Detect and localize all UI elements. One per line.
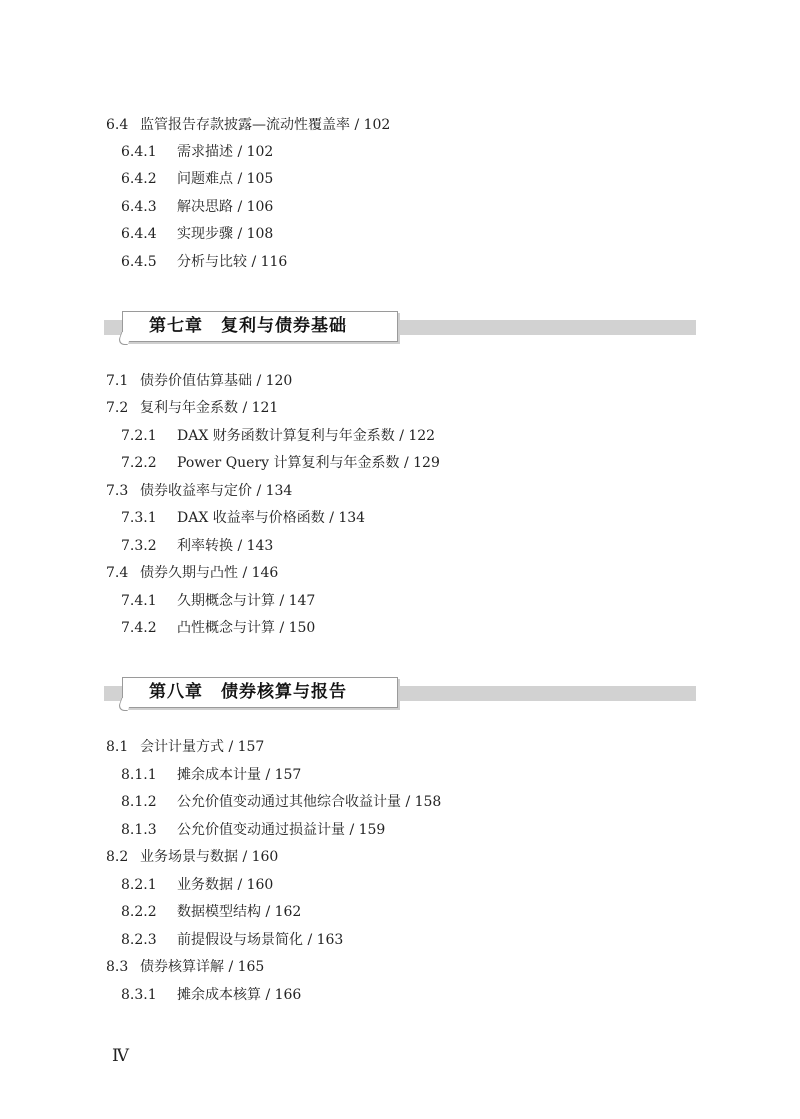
toc-entry-text: 利率转换 / 143	[177, 538, 274, 554]
toc-entry-text: 前提假设与场景简化 / 163	[177, 932, 344, 948]
chapter-8-banner	[104, 677, 696, 709]
chapter-7-banner	[104, 311, 696, 343]
toc-entry-text: 解决思路 / 106	[177, 199, 274, 215]
toc-entry-6-4-2	[121, 170, 273, 188]
toc-entry-6-4-5	[121, 253, 287, 271]
toc-entry-8-2-2	[121, 903, 301, 921]
toc-entry-text: 债券收益率与定价 / 134	[140, 483, 293, 499]
toc-entry-text: 数据模型结构 / 162	[177, 904, 302, 920]
toc-entry-number: 8.2.2	[121, 904, 157, 920]
toc-entry-8-2-1	[121, 876, 273, 894]
toc-entry-number: 8.3.1	[121, 987, 157, 1003]
toc-entry-text: DAX 收益率与价格函数 / 134	[177, 510, 366, 526]
toc-entry-text: 问题难点 / 105	[177, 171, 274, 187]
toc-entry-number: 8.2	[106, 849, 129, 865]
toc-entry-number: 6.4.5	[121, 254, 157, 270]
chapter-8-title: 第八章 债券核算与报告	[149, 682, 347, 702]
toc-entry-text: 需求描述 / 102	[177, 144, 274, 160]
toc-entry-text: 监管报告存款披露—流动性覆盖率 / 102	[140, 117, 391, 133]
toc-entry-text: 债券核算详解 / 165	[140, 959, 265, 975]
toc-entry-8-1-1	[121, 766, 301, 784]
toc-entry-text: 业务数据 / 160	[177, 877, 274, 893]
toc-entry-text: 摊余成本计量 / 157	[177, 767, 302, 783]
toc-entry-8-2-3	[121, 931, 343, 949]
toc-entry-number: 8.2.3	[121, 932, 157, 948]
toc-entry-7-2	[106, 399, 278, 417]
toc-entry-text: DAX 财务函数计算复利与年金系数 / 122	[177, 428, 436, 444]
toc-entry-6-4-3	[121, 198, 273, 216]
page-number: Ⅳ	[112, 1046, 129, 1066]
toc-entry-number: 6.4.2	[121, 171, 157, 187]
toc-entry-text: 公允价值变动通过损益计量 / 159	[177, 822, 386, 838]
toc-entry-text: 公允价值变动通过其他综合收益计量 / 158	[177, 794, 442, 810]
toc-entry-number: 8.1	[106, 739, 129, 755]
toc-entry-7-4-1	[121, 592, 315, 610]
banner-box	[122, 677, 398, 708]
toc-entry-text: 业务场景与数据 / 160	[140, 849, 279, 865]
toc-entry-7-1	[106, 372, 292, 390]
toc-entry-number: 7.3.2	[121, 538, 157, 554]
toc-entry-8-1	[106, 738, 264, 756]
toc-entry-number: 6.4.1	[121, 144, 157, 160]
toc-entry-7-3-1	[121, 509, 365, 527]
toc-entry-6-4-4	[121, 225, 273, 243]
toc-entry-8-3	[106, 958, 264, 976]
toc-entry-number: 7.4.1	[121, 593, 157, 609]
toc-entry-text: 摊余成本核算 / 166	[177, 987, 302, 1003]
toc-entry-8-1-2	[121, 793, 441, 811]
toc-entry-number: 7.3	[106, 483, 129, 499]
toc-entry-number: 7.4	[106, 565, 129, 581]
toc-entry-number: 6.4.3	[121, 199, 157, 215]
toc-entry-7-4	[106, 564, 278, 582]
banner-box	[122, 311, 398, 342]
toc-entry-number: 8.2.1	[121, 877, 157, 893]
toc-entry-8-3-1	[121, 986, 301, 1004]
toc-entry-6-4-1	[121, 143, 273, 161]
toc-entry-8-1-3	[121, 821, 385, 839]
toc-entry-number: 8.1.3	[121, 822, 157, 838]
toc-entry-text: 分析与比较 / 116	[177, 254, 288, 270]
toc-entry-7-3-2	[121, 537, 273, 555]
toc-entry-6-4	[106, 116, 390, 134]
toc-entry-number: 7.4.2	[121, 620, 157, 636]
toc-entry-7-4-2	[121, 619, 315, 637]
chapter-7-title: 第七章 复利与债券基础	[149, 316, 347, 336]
toc-entry-number: 8.1.1	[121, 767, 157, 783]
toc-entry-7-2-2	[121, 454, 440, 472]
toc-entry-number: 8.1.2	[121, 794, 157, 810]
toc-entry-text: 债券久期与凸性 / 146	[140, 565, 279, 581]
toc-entry-text: 会计计量方式 / 157	[140, 739, 265, 755]
toc-entry-8-2	[106, 848, 278, 866]
toc-entry-text: 复利与年金系数 / 121	[140, 400, 279, 416]
toc-entry-text: 实现步骤 / 108	[177, 226, 274, 242]
toc-entry-text: 凸性概念与计算 / 150	[177, 620, 316, 636]
toc-entry-number: 7.3.1	[121, 510, 157, 526]
toc-entry-number: 7.1	[106, 373, 129, 389]
toc-entry-number: 8.3	[106, 959, 129, 975]
toc-entry-number: 6.4	[106, 117, 129, 133]
toc-entry-number: 6.4.4	[121, 226, 157, 242]
toc-entry-text: 久期概念与计算 / 147	[177, 593, 316, 609]
toc-entry-text: Power Query 计算复利与年金系数 / 129	[177, 455, 440, 471]
toc-entry-7-3	[106, 482, 292, 500]
toc-entry-text: 债券价值估算基础 / 120	[140, 373, 293, 389]
toc-entry-number: 7.2	[106, 400, 129, 416]
toc-entry-7-2-1	[121, 427, 435, 445]
toc-entry-number: 7.2.2	[121, 455, 157, 471]
toc-entry-number: 7.2.1	[121, 428, 157, 444]
